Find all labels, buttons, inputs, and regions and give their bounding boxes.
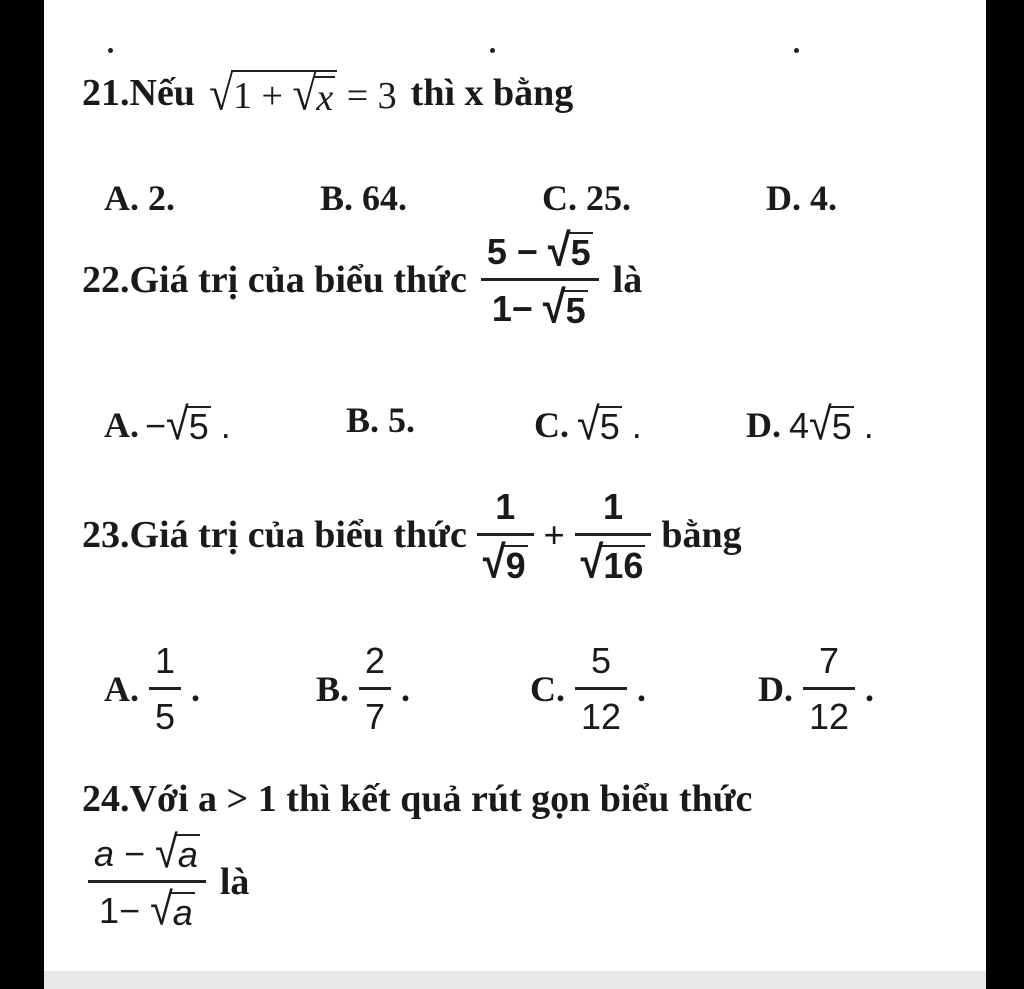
question-22-fraction: 5 − √ 5 1− √ 5 [481, 230, 599, 330]
question-21-prefix: 21.Nếu [82, 72, 195, 115]
stray-dot [794, 48, 799, 53]
question-23-fraction-2: 1 √ 16 [575, 486, 652, 585]
question-22-suffix: là [612, 258, 643, 301]
stray-dot [108, 48, 113, 53]
q23-option-c: C. $\frac{5}{12}$ . [530, 640, 647, 738]
q21-option-d: D. 4. [766, 178, 837, 218]
question-21-stem [82, 67, 574, 121]
question-22-prefix: 22.Giá trị của biểu thức [82, 258, 467, 301]
page-bottom-edge [44, 971, 986, 989]
q21-option-c: C. 25. [542, 178, 631, 218]
question-23-fraction-1: 1 √ 9 [477, 486, 534, 585]
q21-option-b: B. 64. [320, 178, 408, 218]
question-24-stem: 24.Với a > 1 thì kết quả rút gọn biểu thức [82, 778, 753, 820]
outer-sqrt: √ 1 + √ x [209, 70, 337, 117]
question-24-suffix: là [219, 860, 250, 903]
q22-option-c: C. √ 5 . [534, 398, 642, 450]
document-page [44, 0, 986, 989]
q23-option-d: D. $\frac{7}{12}$ . [758, 640, 875, 738]
q23-option-a: A. $\frac{1}{5}$ . [104, 640, 201, 738]
q22-option-d: D. 4 √ 5 . [746, 398, 874, 450]
question-24-fraction: a − √ a 1− √ a [88, 832, 206, 932]
question-22-stem [82, 224, 643, 333]
question-23-prefix: 23.Giá trị của biểu thức [82, 514, 467, 557]
question-21-suffix: thì x bằng [410, 72, 574, 115]
question-21-equation: √ 1 + √ x = 3 [208, 67, 397, 121]
q21-option-a: A. 2. [104, 178, 175, 218]
q22-option-b: B. 5. [346, 400, 416, 440]
q23-option-b: B. $\frac{2}{7}$ . [316, 640, 411, 738]
question-23-suffix: bằng [661, 514, 742, 557]
question-24-expression [88, 826, 250, 935]
question-23-stem: 23.Giá trị của biểu thức 1 √ 9 + 1 √ 16 bằng [82, 486, 742, 588]
q22-option-a: A. − √ 5 . [104, 398, 231, 450]
stray-dot [490, 48, 495, 53]
